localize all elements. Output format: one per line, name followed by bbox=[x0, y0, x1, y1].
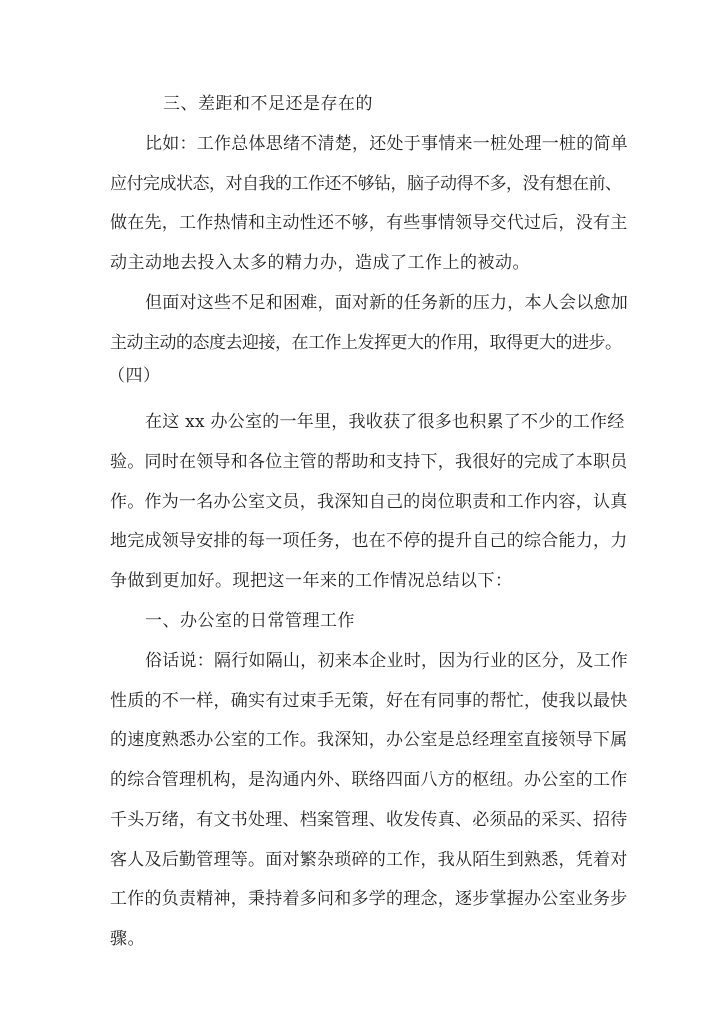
paragraph-line: 争做到更加好。现把这一年来的工作情况总结以下： bbox=[110, 571, 513, 591]
paragraph-line: 但面对这些不足和困难，面对新的任务新的压力，本人会以愈加 bbox=[145, 293, 628, 313]
paragraph-line: 应付完成状态，对自我的工作还不够钻，脑子动得不多，没有想在前、 bbox=[110, 174, 622, 194]
paragraph-line: 的综合管理机构，是沟通内外、联络四面八方的枢纽。办公室的工作 bbox=[110, 770, 628, 790]
paragraph-line: 作。作为一名办公室文员，我深知自己的岗位职责和工作内容，认真 bbox=[110, 492, 628, 512]
paragraph-line: 骤。 bbox=[110, 929, 145, 949]
section-number: （四） bbox=[108, 366, 161, 386]
paragraph-line: 工作的负责精神，秉持着多问和多学的理念，逐步掌握办公室业务步 bbox=[110, 889, 628, 909]
heading-section-3: 三、差距和不足还是存在的 bbox=[163, 94, 373, 114]
paragraph-line: 验。同时在领导和各位主管的帮助和支持下，我很好的完成了本职员 bbox=[110, 452, 628, 472]
paragraph-line: 动主动地去投入太多的精力办，造成了工作上的被动。 bbox=[110, 253, 530, 273]
paragraph-line: 的速度熟悉办公室的工作。我深知，办公室是总经理室直接领导下属 bbox=[110, 730, 628, 750]
paragraph-line: 千头万绪，有文书处理、档案管理、收发传真、必须品的采买、招待 bbox=[110, 810, 628, 830]
paragraph-line: 客人及后勤管理等。面对繁杂琐碎的工作，我从陌生到熟悉，凭着对 bbox=[110, 850, 628, 870]
paragraph-line: 主动主动的态度去迎接，在工作上发挥更大的作用，取得更大的进步。 bbox=[110, 333, 622, 353]
paragraph-line: 地完成领导安排的每一项任务，也在不停的提升自己的综合能力，力 bbox=[110, 531, 628, 551]
paragraph-line: 在这 xx 办公室的一年里，我收获了很多也积累了不少的工作经 bbox=[145, 412, 625, 432]
paragraph-line: 俗话说：隔行如隔山，初来本企业时，因为行业的区分，及工作 bbox=[145, 651, 628, 671]
paragraph-line: 比如：工作总体思绪不清楚，还处于事情来一桩处理一桩的简单 bbox=[145, 134, 628, 154]
paragraph-line: 性质的不一样，确实有过束手无策，好在有同事的帮忙，使我以最快 bbox=[110, 691, 628, 711]
paragraph-line: 做在先，工作热情和主动性还不够，有些事情领导交代过后，没有主 bbox=[110, 213, 628, 233]
heading-section-1: 一、办公室的日常管理工作 bbox=[145, 611, 355, 631]
